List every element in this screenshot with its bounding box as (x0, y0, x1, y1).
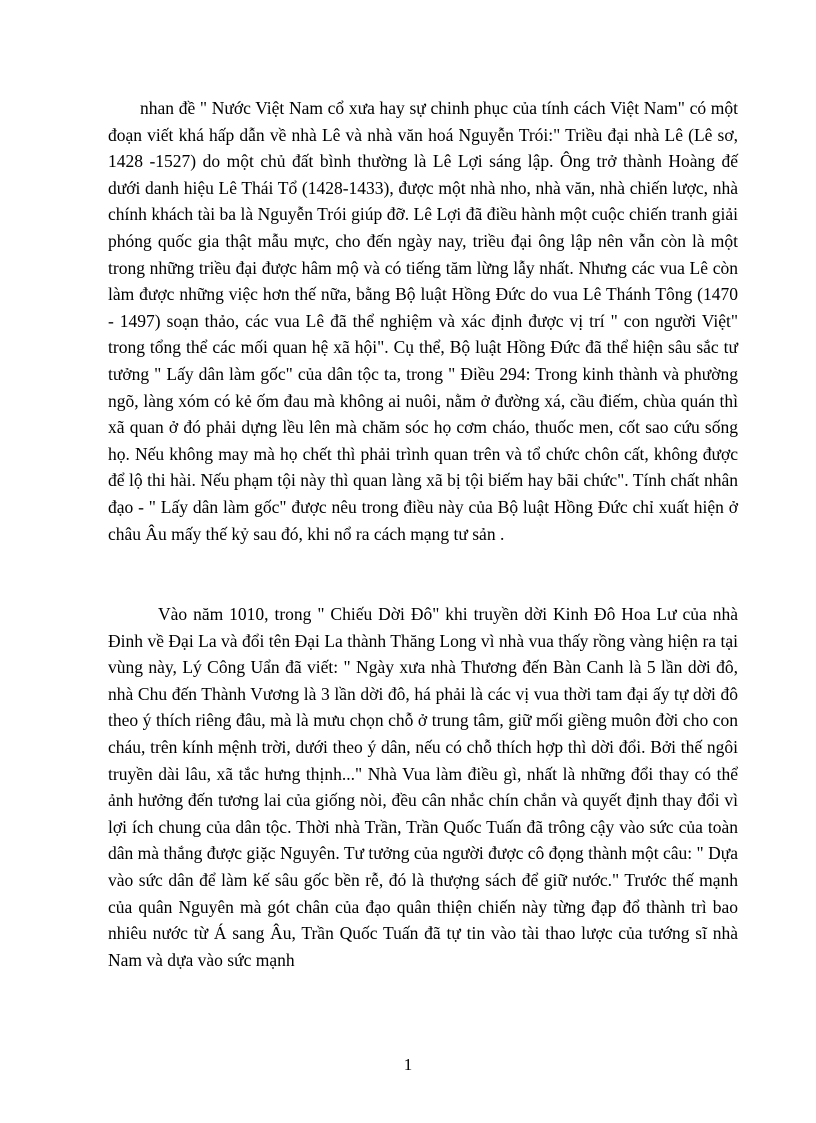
page-number: 1 (403, 1055, 413, 1074)
paragraph-2: Vào năm 1010, trong " Chiếu Dời Đô" khi truyền dời Kinh Đô Hoa Lư của nhà Đinh về Đại La và đổi tên Đại La thành Thăng Long vì nhà vua thấy rồng vàng hiện ra tại vùng này, Lý Công Uẩn đã viết: " Ngày xưa nhà Thương đến Bàn Canh là 5 lần dời đô, nhà Chu đến Thành Vương là 3 lần dời đô, há phải là các vị vua thời tam đại ấy tự dời đô theo ý thích riêng đâu, mà là mưu chọn chỗ ở trung tâm, giữ mối giềng muôn đời cho con cháu, trên kính mệnh trời, dưới theo ý dân, nếu có chỗ thích hợp thì dời đổi. Bởi thế ngôi truyền dài lâu, xã tắc hưng thịnh..." Nhà Vua làm điều gì, nhất là những đổi thay có thể ảnh hưởng đến tương lai của giống nòi, đều cân nhắc chín chắn và quyết định thay đổi vì lợi ích chung của dân tộc. Thời nhà Trần, Trần Quốc Tuấn đã trông cậy vào sức của toàn dân mà thắng được giặc Nguyên. Tư tưởng của người được cô đọng thành một câu: " Dựa vào sức dân để làm kế sâu gốc bền rễ, đó là thượng sách để giữ nước." Trước thế mạnh của quân Nguyên mà gót chân của đạo quân thiện chiến này từng đạp đổ thành trì bao nhiêu nước từ Á sang Âu, Trần Quốc Tuấn đã tự tin vào tài thao lược của tướng sĩ nhà Nam và dựa vào sức mạnh (108, 604, 738, 970)
paragraph-1: nhan đề " Nước Việt Nam cổ xưa hay sự chinh phục của tính cách Việt Nam" có một đoạn viết khá hấp dẫn về nhà Lê và nhà văn hoá Nguyễn Trói:" Triều đại nhà Lê (Lê sơ, 1428 -1527) do một chủ đất bình thường là Lê Lợi sáng lập. Ông trở thành Hoàng đế dưới danh hiệu Lê Thái Tổ (1428-1433), được một nhà nho, nhà văn, nhà chiến lược, nhà chính khách tài ba là Nguyễn Trói giúp đỡ. Lê Lợi đã điều hành một cuộc chiến tranh giải phóng quốc gia thật mẫu mực, cho đến ngày nay, triều đại ông lập nên vẫn còn là một trong những triều đại được hâm mộ và có tiếng tăm lừng lẫy nhất. Nhưng các vua Lê còn làm được những việc hơn thế nữa, bằng Bộ luật Hồng Đức do vua Lê Thánh Tông (1470 - 1497) soạn thảo, các vua Lê đã thể nghiệm và xác định được vị trí " con người Việt" trong tổng thể các mối quan hệ xã hội". Cụ thể, Bộ luật Hồng Đức đã thể hiện sâu sắc tư tưởng " Lấy dân làm gốc" của dân tộc ta, trong " Điều 294: Trong kinh thành và phường ngõ, làng xóm có kẻ ốm đau mà không ai nuôi, nằm ở đường xá, cầu điếm, chùa quán thì xã quan ở đó phải dựng lều lên mà chăm sóc họ cơm cháo, thuốc men, cốt sao cứu sống họ. Nếu không may mà họ chết thì phải trình quan trên và tổ chức chôn cất, không được để lộ thi hài. Nếu phạm tội này thì quan làng xã bị tội biếm hay bãi chức". Tính chất nhân đạo - " Lấy dân làm gốc" được nêu trong điều này của Bộ luật Hồng Đức chỉ xuất hiện ở châu Âu mấy thế kỷ sau đó, khi nổ ra cách mạng tư sản . (108, 98, 738, 544)
